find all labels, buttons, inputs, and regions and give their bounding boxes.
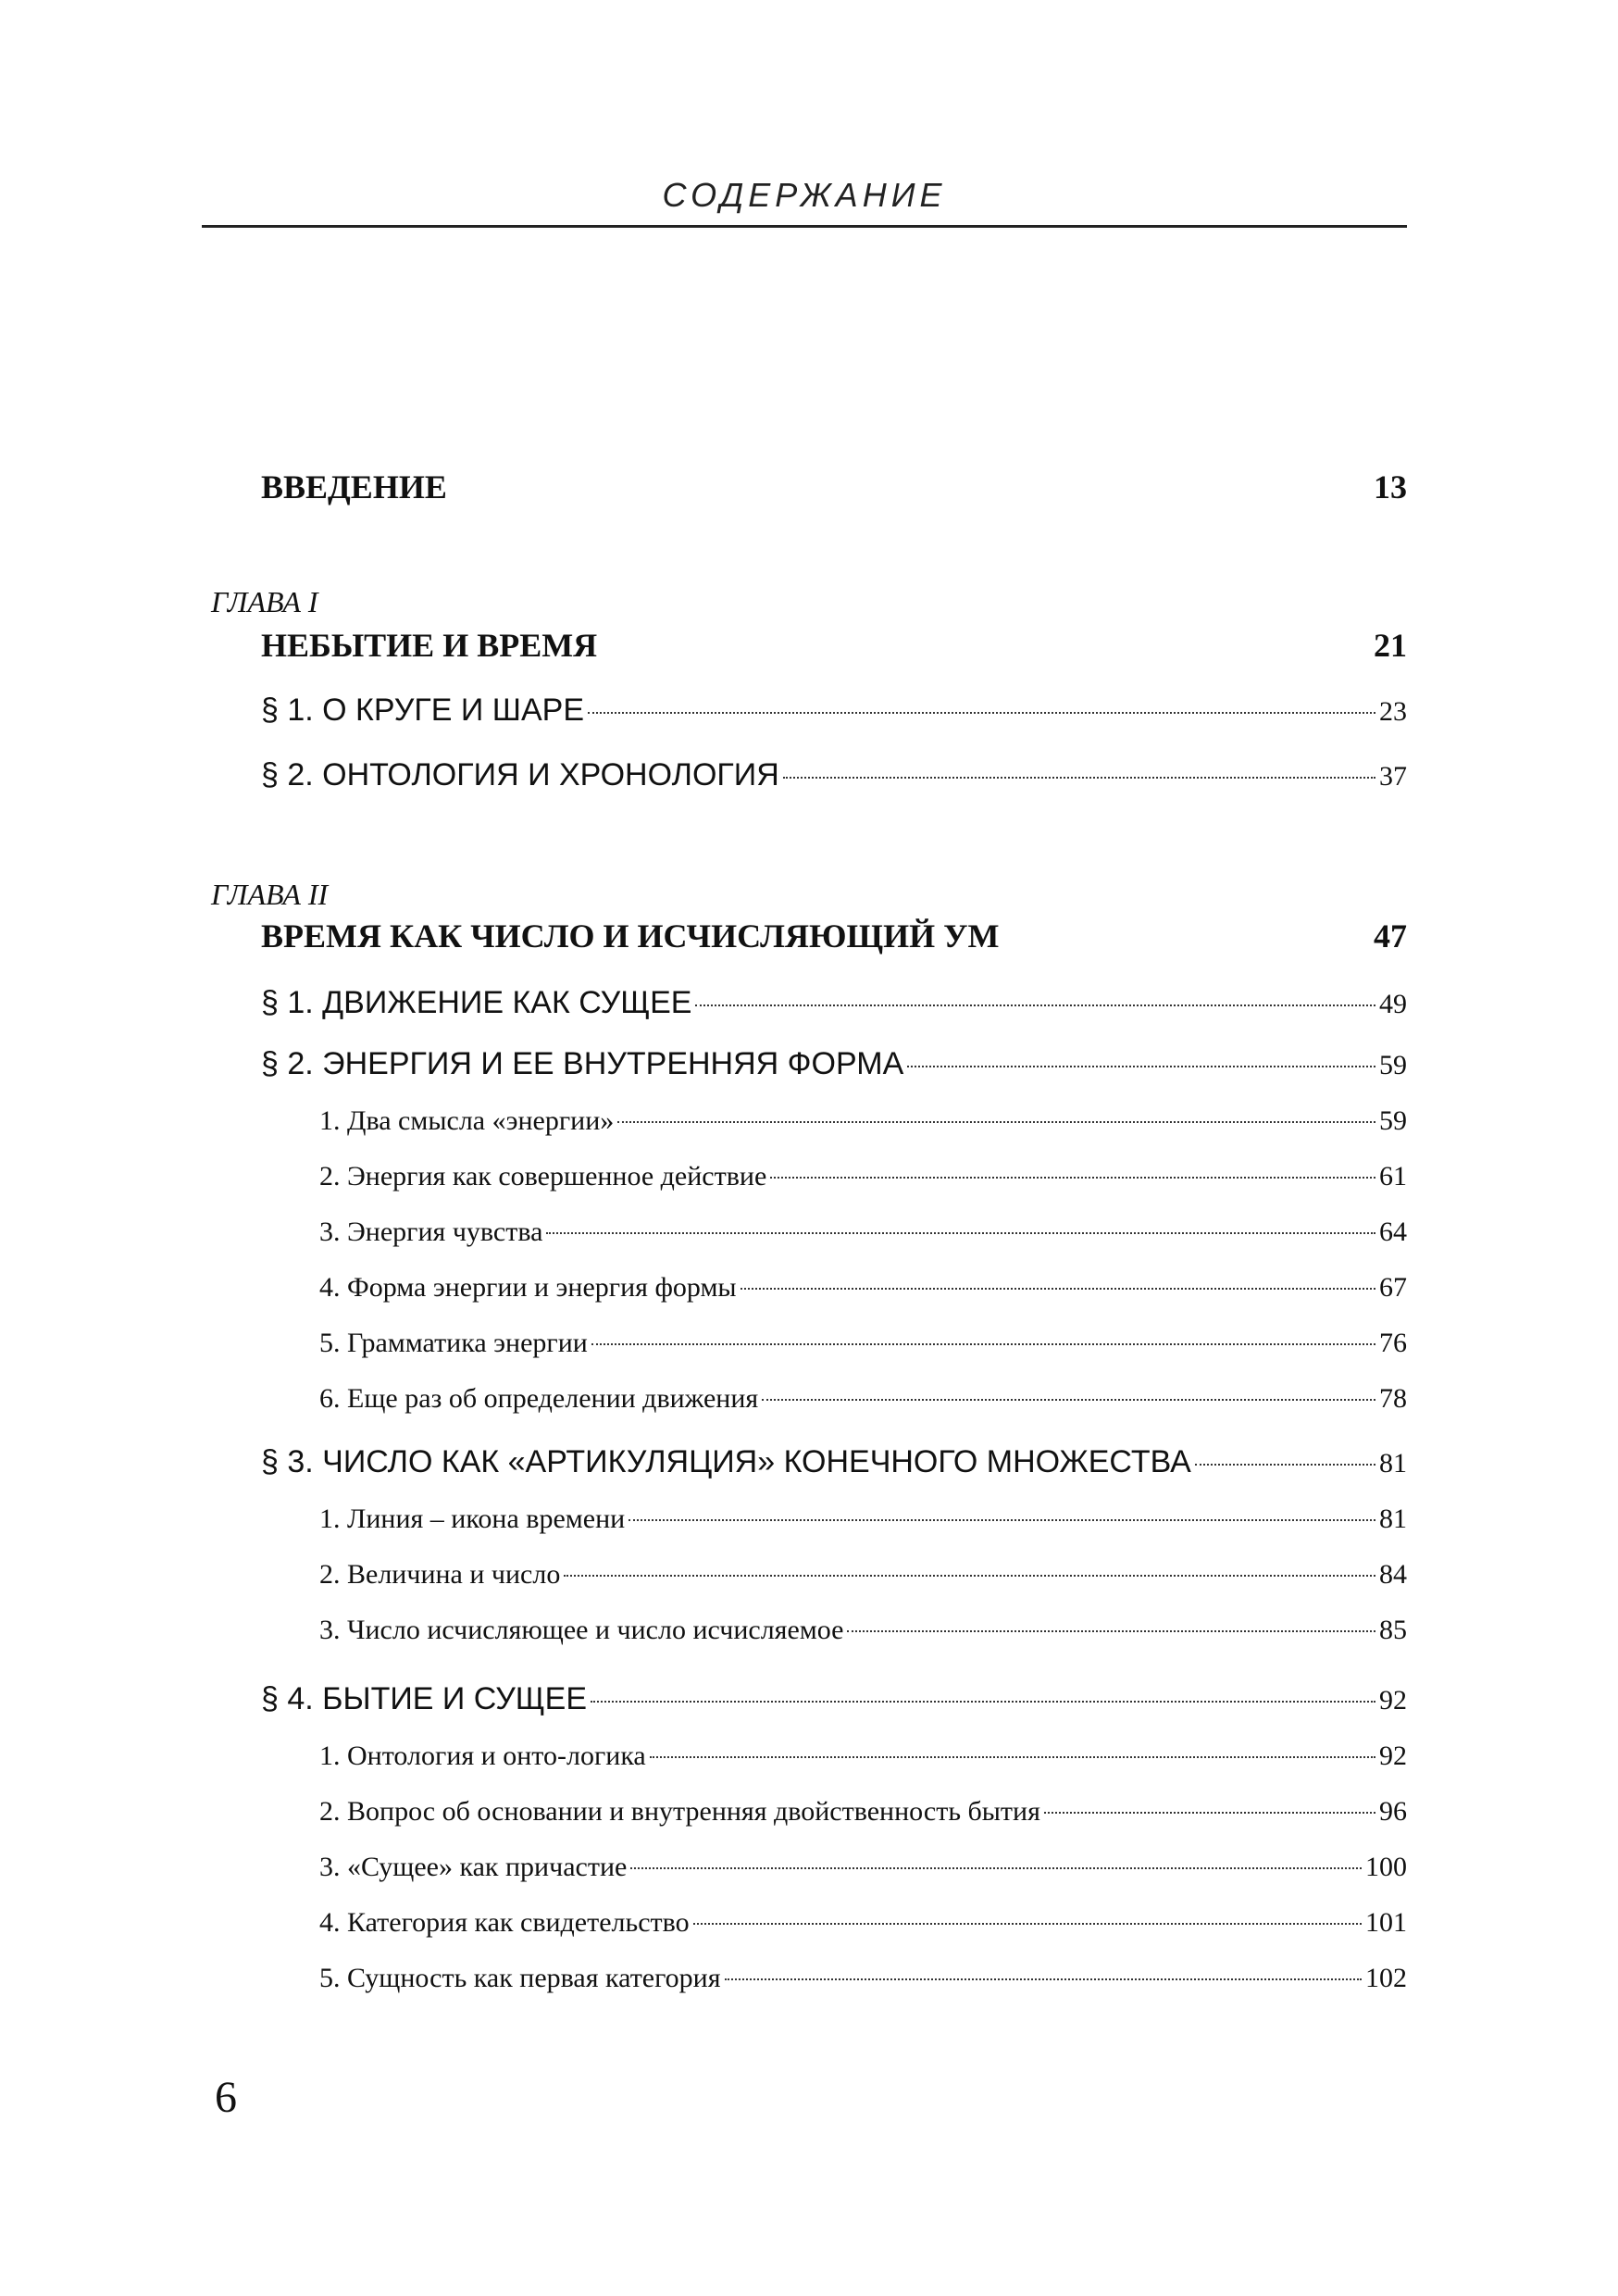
dot-leader bbox=[783, 777, 1375, 779]
intro-title: ВВЕДЕНИЕ bbox=[261, 468, 447, 505]
subsection-title: 5. Грамматика энергии bbox=[319, 1328, 588, 1358]
subsection-page: 64 bbox=[1379, 1217, 1407, 1247]
toc-subsection bbox=[319, 1559, 1407, 1591]
chapter-2-page: 47 bbox=[1374, 917, 1407, 955]
toc-subsection bbox=[319, 1907, 1407, 1939]
subsection-page: 101 bbox=[1365, 1907, 1407, 1938]
dot-leader bbox=[546, 1232, 1375, 1234]
dot-leader bbox=[588, 712, 1375, 714]
section-page: 23 bbox=[1379, 696, 1407, 727]
subsection-page: 92 bbox=[1379, 1741, 1407, 1771]
subsection-page: 76 bbox=[1379, 1328, 1407, 1358]
subsection-page: 84 bbox=[1379, 1559, 1407, 1590]
chapter-1-title: НЕБЫТИЕ И ВРЕМЯ bbox=[261, 627, 598, 664]
dot-leader bbox=[591, 1343, 1375, 1345]
chapter-1-page: 21 bbox=[1374, 627, 1407, 664]
chapter-1-label: ГЛАВА I bbox=[211, 585, 318, 618]
subsection-page: 67 bbox=[1379, 1272, 1407, 1303]
subsection-page: 85 bbox=[1379, 1615, 1407, 1645]
dot-leader bbox=[907, 1066, 1375, 1067]
toc-subsection bbox=[319, 1741, 1407, 1772]
section-page: 37 bbox=[1379, 761, 1407, 792]
toc-subsection bbox=[319, 1217, 1407, 1248]
dot-leader bbox=[629, 1519, 1375, 1521]
dot-leader bbox=[725, 1978, 1362, 1980]
subsection-title: 2. Величина и число bbox=[319, 1559, 561, 1590]
section-title: § 1. О КРУГЕ И ШАРЕ bbox=[261, 693, 584, 728]
intro-page: 13 bbox=[1374, 468, 1407, 505]
toc-subsection bbox=[319, 1105, 1407, 1137]
toc-subsection bbox=[319, 1161, 1407, 1192]
subsection-title: 5. Сущность как первая категория bbox=[319, 1963, 721, 1993]
dot-leader bbox=[650, 1756, 1375, 1758]
subsection-page: 100 bbox=[1365, 1852, 1407, 1882]
toc-subsection bbox=[319, 1615, 1407, 1646]
section-page: 49 bbox=[1379, 989, 1407, 1019]
dot-leader bbox=[762, 1399, 1375, 1401]
running-header: СОДЕРЖАНИЕ bbox=[662, 176, 947, 214]
chapter-2-title: ВРЕМЯ КАК ЧИСЛО И ИСЧИСЛЯЮЩИЙ УМ bbox=[261, 917, 1000, 955]
subsection-page: 102 bbox=[1365, 1963, 1407, 1993]
dot-leader bbox=[630, 1867, 1362, 1869]
chapter-1-title-row bbox=[261, 626, 1407, 665]
toc-subsection bbox=[319, 1328, 1407, 1359]
toc-section bbox=[261, 1681, 1407, 1717]
dot-leader bbox=[695, 1004, 1375, 1006]
toc-subsection bbox=[319, 1852, 1407, 1883]
toc-intro bbox=[261, 468, 1407, 506]
subsection-title: 4. Категория как свидетельство bbox=[319, 1907, 690, 1938]
subsection-page: 96 bbox=[1379, 1796, 1407, 1827]
toc-section bbox=[261, 757, 1407, 793]
subsection-page: 61 bbox=[1379, 1161, 1407, 1192]
toc-subsection bbox=[319, 1963, 1407, 1994]
toc-section bbox=[261, 985, 1407, 1021]
section-page: 59 bbox=[1379, 1050, 1407, 1080]
section-title: § 2. ОНТОЛОГИЯ И ХРОНОЛОГИЯ bbox=[261, 757, 779, 792]
subsection-title: 3. Энергия чувства bbox=[319, 1217, 543, 1247]
toc-section bbox=[261, 1046, 1407, 1082]
dot-leader bbox=[770, 1177, 1375, 1179]
toc-subsection bbox=[319, 1383, 1407, 1415]
subsection-title: 6. Еще раз об определении движения bbox=[319, 1383, 759, 1414]
section-title: § 1. ДВИЖЕНИЕ КАК СУЩЕЕ bbox=[261, 985, 692, 1020]
dot-leader bbox=[1044, 1812, 1375, 1814]
dot-leader bbox=[847, 1630, 1375, 1632]
subsection-title: 2. Вопрос об основании и внутренняя двойственность бытия bbox=[319, 1796, 1040, 1827]
toc-subsection bbox=[319, 1504, 1407, 1535]
header-rule bbox=[202, 225, 1407, 228]
subsection-title: 3. Число исчисляющее и число исчисляемое bbox=[319, 1615, 844, 1645]
section-page: 92 bbox=[1379, 1685, 1407, 1716]
dot-leader bbox=[1195, 1464, 1375, 1466]
subsection-title: 1. Линия – икона времени bbox=[319, 1504, 626, 1534]
dot-leader bbox=[564, 1575, 1375, 1577]
section-page: 81 bbox=[1379, 1448, 1407, 1479]
chapter-2-title-row bbox=[261, 917, 1407, 955]
section-title: § 2. ЭНЕРГИЯ И ЕЕ ВНУТРЕННЯЯ ФОРМА bbox=[261, 1046, 904, 1081]
toc-section bbox=[261, 693, 1407, 729]
subsection-title: 1. Два смысла «энергии» bbox=[319, 1105, 615, 1136]
subsection-page: 59 bbox=[1379, 1105, 1407, 1136]
subsection-page: 81 bbox=[1379, 1504, 1407, 1534]
dot-leader bbox=[591, 1701, 1375, 1703]
dot-leader bbox=[617, 1121, 1375, 1123]
section-title: § 4. БЫТИЕ И СУЩЕЕ bbox=[261, 1681, 588, 1716]
subsection-title: 1. Онтология и онто-логика bbox=[319, 1741, 646, 1771]
toc-subsection bbox=[319, 1796, 1407, 1828]
subsection-page: 78 bbox=[1379, 1383, 1407, 1414]
section-title: § 3. ЧИСЛО КАК «АРТИКУЛЯЦИЯ» КОНЕЧНОГО МНОЖЕСТВА bbox=[261, 1444, 1191, 1479]
subsection-title: 2. Энергия как совершенное действие bbox=[319, 1161, 767, 1192]
page-number: 6 bbox=[215, 2073, 237, 2122]
toc-section bbox=[261, 1444, 1407, 1480]
toc-subsection bbox=[319, 1272, 1407, 1304]
subsection-title: 4. Форма энергии и энергия формы bbox=[319, 1272, 737, 1303]
chapter-2-label: ГЛАВА II bbox=[211, 878, 329, 911]
subsection-title: 3. «Сущее» как причастие bbox=[319, 1852, 628, 1882]
dot-leader bbox=[741, 1288, 1375, 1290]
dot-leader bbox=[693, 1923, 1362, 1925]
